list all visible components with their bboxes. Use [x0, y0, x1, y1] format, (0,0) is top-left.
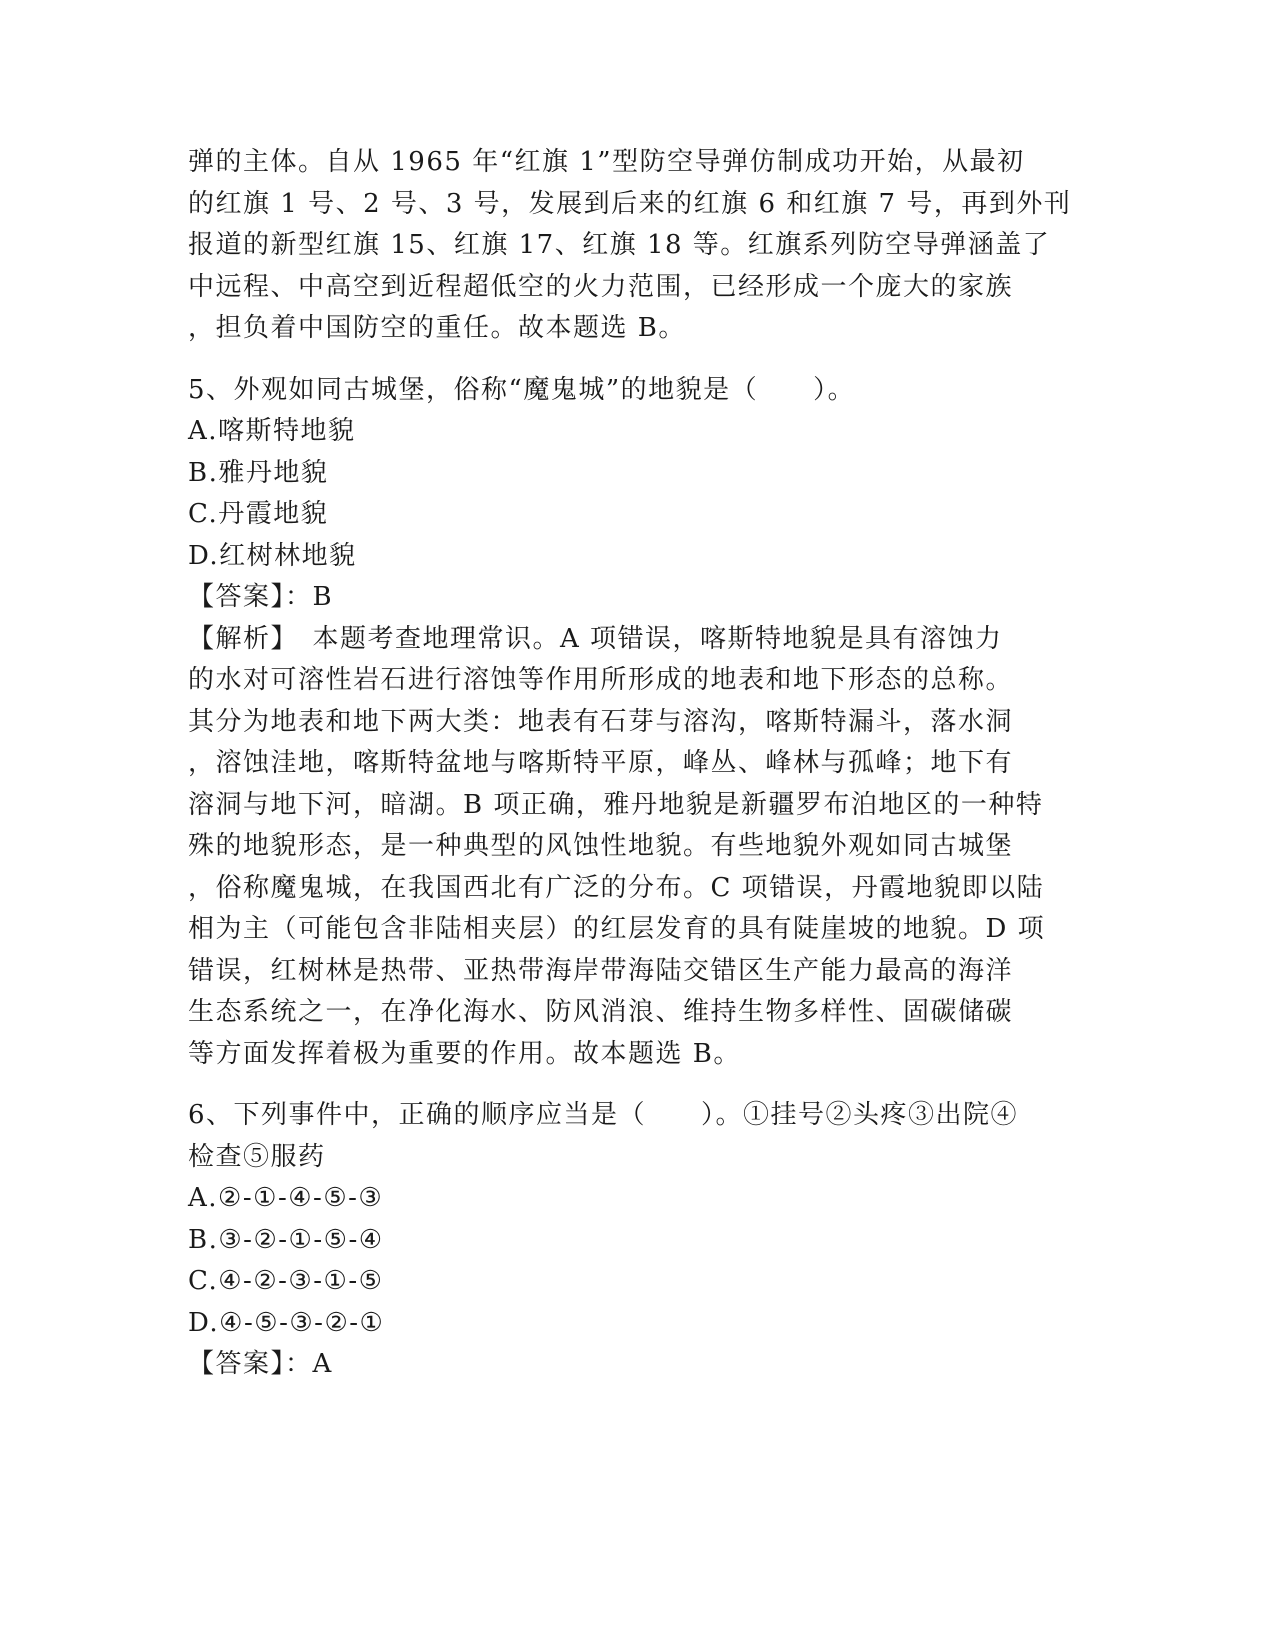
- analysis-line: 错误，红树林是热带、亚热带海岸带海陆交错区生产能力最高的海洋: [188, 956, 1014, 986]
- option-a: A.②-①-④-⑤-③: [188, 1183, 384, 1213]
- option-a: A.喀斯特地貌: [188, 416, 356, 446]
- analysis-line: 相为主（可能包含非陆相夹层）的红层发育的具有陡崖坡的地貌。D 项: [188, 914, 1046, 944]
- analysis-line: 生态系统之一，在净化海水、防风消浪、维持生物多样性、固碳储碳: [188, 997, 1014, 1027]
- text-line: 报道的新型红旗 15、红旗 17、红旗 18 等。红旗系列防空导弹涵盖了: [188, 230, 1051, 260]
- analysis-line: 【解析】 本题考查地理常识。A 项错误，喀斯特地貌是具有溶蚀力: [188, 624, 1003, 654]
- text-line: ，担负着中国防空的重任。故本题选 B。: [188, 313, 686, 343]
- option-d: D.红树林地貌: [188, 541, 357, 571]
- text-line: 的红旗 1 号、2 号、3 号，发展到后来的红旗 6 和红旗 7 号，再到外刊: [188, 189, 1072, 219]
- analysis-line: 殊的地貌形态，是一种典型的风蚀性地貌。有些地貌外观如同古城堡: [188, 831, 1014, 861]
- analysis-line: ，溶蚀洼地，喀斯特盆地与喀斯特平原，峰丛、峰林与孤峰；地下有: [188, 748, 1014, 778]
- option-d: D.④-⑤-③-②-①: [188, 1308, 385, 1338]
- analysis-line: ，俗称魔鬼城，在我国西北有广泛的分布。C 项错误，丹霞地貌即以陆: [188, 873, 1045, 903]
- answer-line: 【答案】：B: [188, 582, 334, 612]
- option-b: B.雅丹地貌: [188, 458, 329, 488]
- option-c: C.丹霞地貌: [188, 499, 329, 529]
- analysis-line: 等方面发挥着极为重要的作用。故本题选 B。: [188, 1039, 741, 1069]
- answer-line: 【答案】：A: [188, 1349, 333, 1379]
- option-c: C.④-②-③-①-⑤: [188, 1266, 384, 1296]
- question-5-stem: 5、外观如同古城堡，俗称“魔鬼城”的地貌是（ ）。: [188, 375, 856, 405]
- analysis-line: 其分为地表和地下两大类：地表有石芽与溶沟，喀斯特漏斗，落水洞: [188, 707, 1014, 737]
- analysis-line: 的水对可溶性岩石进行溶蚀等作用所形成的地表和地下形态的总称。: [188, 665, 1014, 695]
- text-line: 中远程、中高空到近程超低空的火力范围，已经形成一个庞大的家族: [188, 272, 1014, 302]
- question-6-stem: 6、下列事件中，正确的顺序应当是（ ）。①挂号②头疼③出院④: [188, 1100, 1019, 1130]
- text-line: 弹的主体。自从 1965 年“红旗 1”型防空导弹仿制成功开始，从最初: [188, 147, 1025, 177]
- analysis-line: 溶洞与地下河，暗湖。B 项正确，雅丹地貌是新疆罗布泊地区的一种特: [188, 790, 1044, 820]
- question-6-stem: 检查⑤服药: [188, 1142, 326, 1172]
- option-b: B.③-②-①-⑤-④: [188, 1225, 384, 1255]
